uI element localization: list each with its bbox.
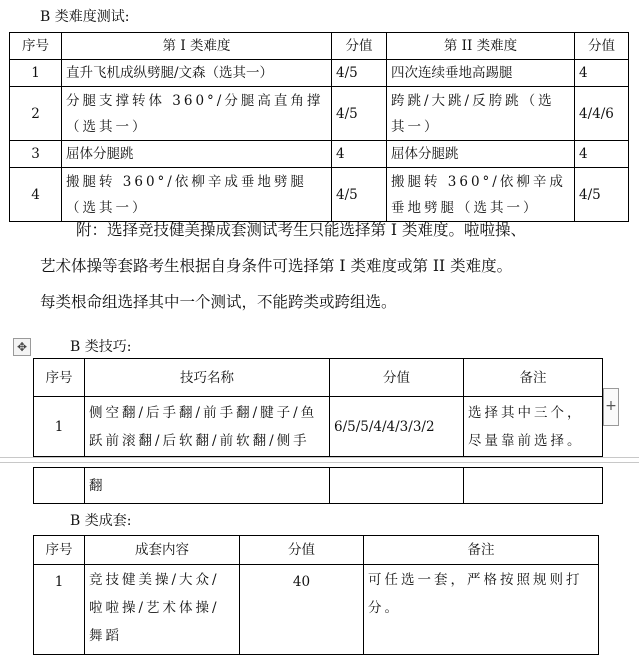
skill-scores-empty	[330, 468, 464, 504]
difficulty-1-score: 4/5	[332, 87, 387, 141]
table-row	[10, 87, 629, 141]
row-number-empty	[34, 468, 85, 504]
header-cell: 第 II 类难度	[387, 33, 575, 60]
row-number: 2	[10, 87, 62, 141]
difficulty-1-item: 分腿支撑转体 360°/分腿高直角撑（选其一）	[62, 87, 332, 141]
header-cell: 序号	[10, 33, 62, 60]
difficulty-1-item: 直升飞机成纵劈腿/文森（选其一）	[62, 60, 332, 87]
skill-names: 侧空翻/后手翻/前手翻/腱子/鱼跃前滚翻/后软翻/前软翻/侧手	[85, 397, 330, 457]
table-row	[10, 60, 629, 87]
plus-icon[interactable]: +	[603, 388, 619, 426]
difficulty-2-score: 4/5	[575, 168, 629, 222]
difficulty-2-item: 搬腿转 360°/依柳辛成垂地劈腿（选其一）	[387, 168, 575, 222]
row-number: 4	[10, 168, 62, 222]
skill-remark-empty	[464, 468, 603, 504]
difficulty-2-score: 4	[575, 60, 629, 87]
difficulty-2-item: 屈体分腿跳	[387, 141, 575, 168]
header-cell: 序号	[34, 536, 85, 565]
header-cell: 分值	[330, 359, 464, 397]
routine-score: 40	[240, 565, 364, 655]
table-row	[34, 468, 603, 504]
table-row	[10, 141, 629, 168]
table-row	[34, 397, 603, 457]
header-cell: 备注	[464, 359, 603, 397]
difficulty-1-score: 4	[332, 141, 387, 168]
move-icon[interactable]: ✥	[13, 338, 31, 356]
table-header-row	[34, 536, 599, 565]
table-header-row	[10, 33, 629, 60]
header-cell: 技巧名称	[85, 359, 330, 397]
note-line: 附：选择竞技健美操成套测试考生只能选择第 I 类难度。啦啦操、	[76, 221, 526, 239]
difficulty-table	[9, 32, 629, 222]
row-number: 1	[34, 397, 85, 457]
row-number: 1	[34, 565, 85, 655]
header-cell: 分值	[575, 33, 629, 60]
difficulty-2-score: 4/4/6	[575, 87, 629, 141]
routine-content: 竞技健美操/大众/啦啦操/艺术体操/舞蹈	[85, 565, 240, 655]
skill-remark: 选择其中三个，尽量靠前选择。	[464, 397, 603, 457]
note-line: 艺术体操等套路考生根据自身条件可选择第 I 类难度或第 II 类难度。	[40, 257, 513, 275]
difficulty-1-item: 屈体分腿跳	[62, 141, 332, 168]
note-paragraph	[40, 212, 620, 320]
difficulty-2-score: 4	[575, 141, 629, 168]
table-row	[34, 565, 599, 655]
header-cell: 第 I 类难度	[62, 33, 332, 60]
difficulty-1-score: 4/5	[332, 60, 387, 87]
header-cell: 序号	[34, 359, 85, 397]
skills-table-continued	[33, 467, 603, 504]
table-header-row	[34, 359, 603, 397]
section3-title: B 类成套:	[70, 513, 132, 529]
difficulty-1-score: 4/5	[332, 168, 387, 222]
difficulty-2-item: 四次连续垂地高踢腿	[387, 60, 575, 87]
page-break-line	[0, 457, 639, 458]
routine-remark: 可任选一套，严格按照规则打分。	[364, 565, 599, 655]
header-cell: 分值	[240, 536, 364, 565]
section2-title: B 类技巧:	[70, 339, 132, 355]
routine-table	[33, 535, 599, 655]
page-break-line	[0, 462, 639, 463]
note-line: 每类根命组选择其中一个测试，不能跨类或跨组选。	[40, 293, 397, 311]
skill-scores: 6/5/5/4/4/3/3/2	[330, 397, 464, 457]
section1-title: B 类难度测试:	[40, 9, 130, 25]
difficulty-2-item: 跨跳/大跳/反胯跳（选其一）	[387, 87, 575, 141]
header-cell: 备注	[364, 536, 599, 565]
skill-names-continued: 翻	[85, 468, 330, 504]
header-cell: 成套内容	[85, 536, 240, 565]
difficulty-1-item: 搬腿转 360°/依柳辛成垂地劈腿（选其一）	[62, 168, 332, 222]
header-cell: 分值	[332, 33, 387, 60]
row-number: 1	[10, 60, 62, 87]
row-number: 3	[10, 141, 62, 168]
skills-table	[33, 358, 603, 457]
